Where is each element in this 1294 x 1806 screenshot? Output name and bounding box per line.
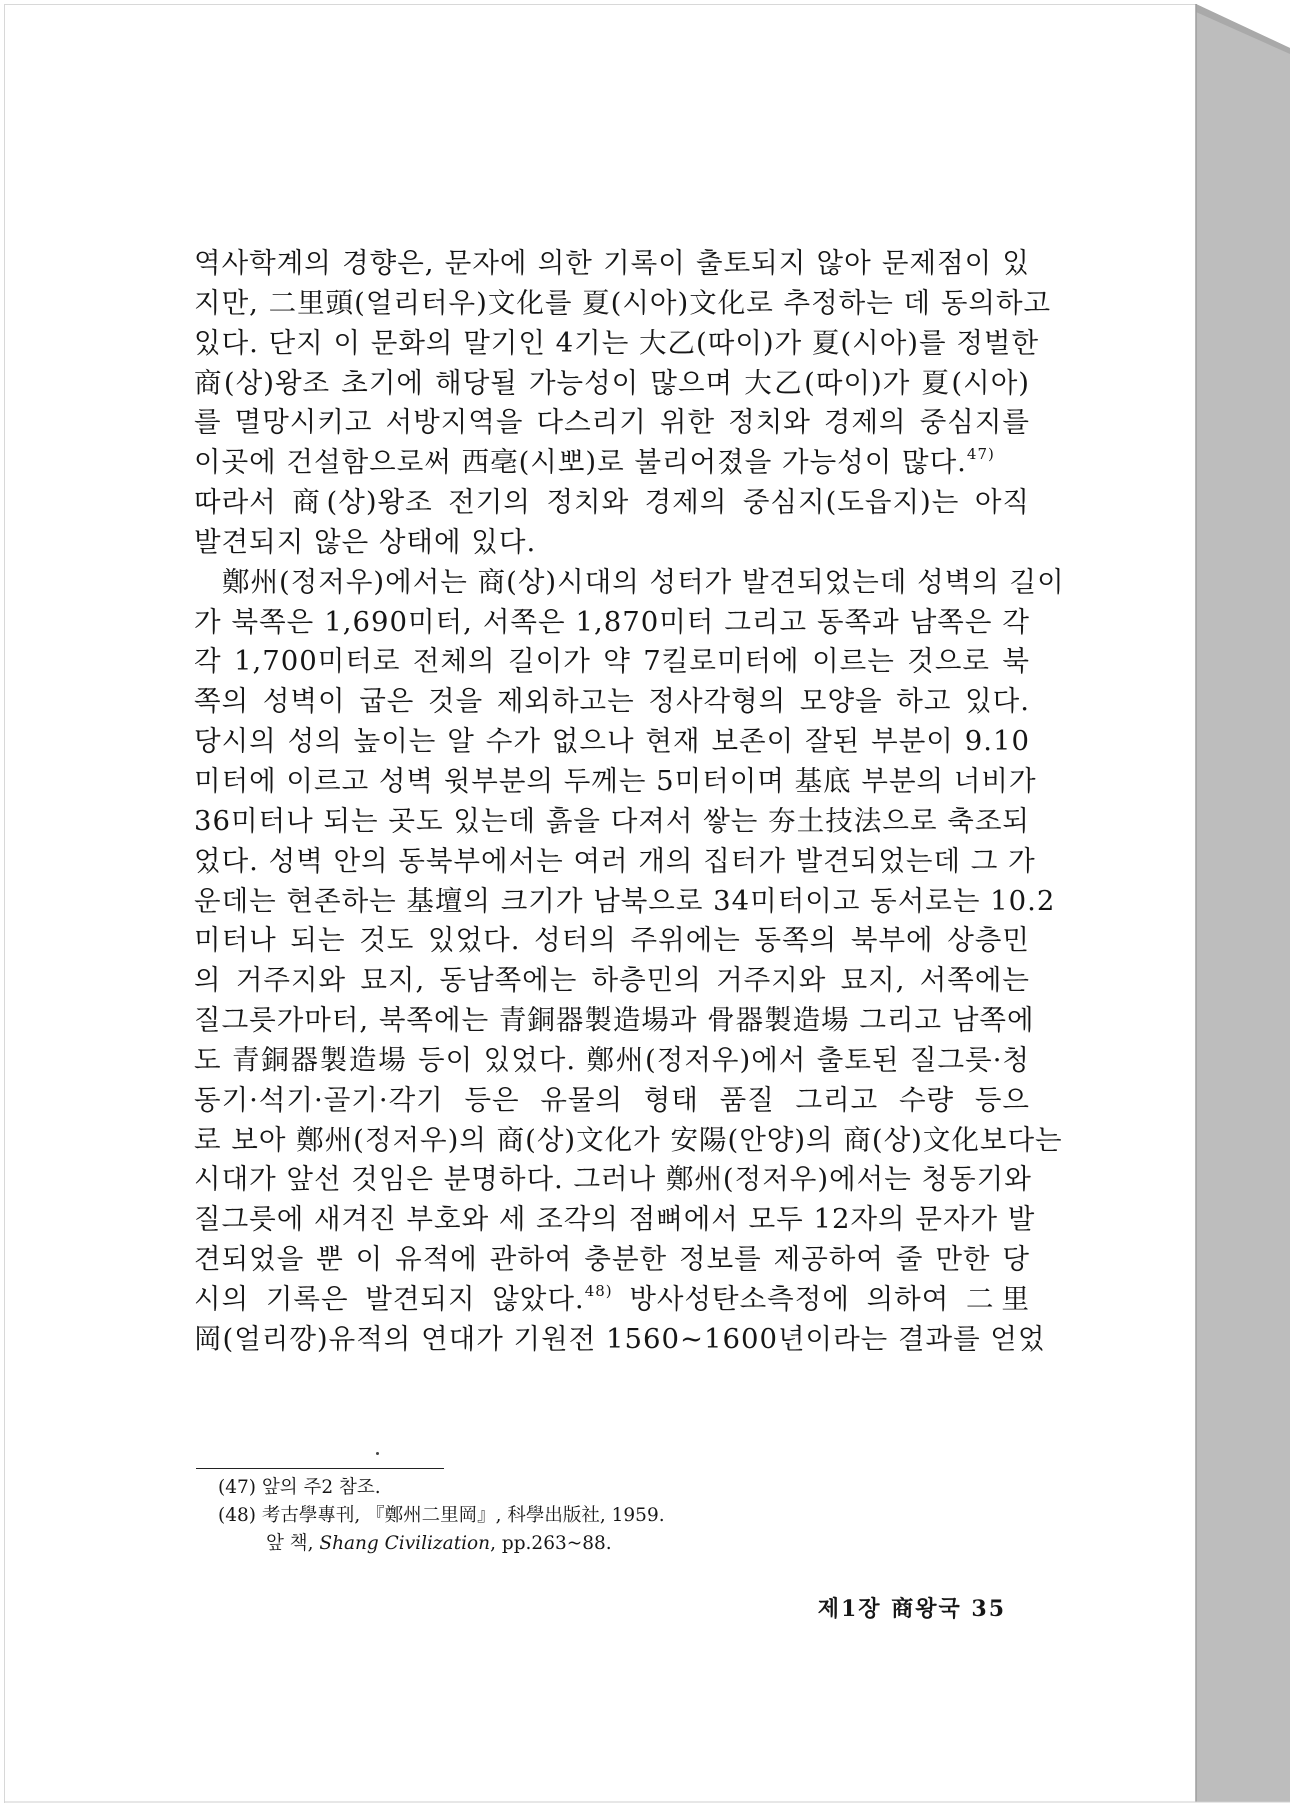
body-line: 있다. 단지 이 문화의 말기인 4기는 大乙(따이)가 夏(시아)를 정벌한 xyxy=(194,326,1040,359)
body-line: 동기·석기·골기·각기 등은 유물의 형태 품질 그리고 수량 등으 xyxy=(194,1083,1030,1116)
running-footer-page-number: 제1장 商왕국 35 xyxy=(817,1596,1006,1622)
footnote-47: (47) 앞의 주2 참조. xyxy=(218,1477,381,1498)
body-line: 岡(얼리깡)유적의 연대가 기원전 1560~1600년이라는 결과를 얻었 xyxy=(194,1322,1046,1355)
footnote-ref-47: 47) xyxy=(966,445,995,464)
body-line: 가 북쪽은 1,690미터, 서쪽은 1,870미터 그리고 동쪽과 남쪽은 각 xyxy=(194,605,1030,638)
body-line: 의 거주지와 묘지, 동남쪽에는 하층민의 거주지와 묘지, 서쪽에는 xyxy=(194,964,1030,997)
body-line xyxy=(194,1280,1030,1320)
book-side-top xyxy=(1196,4,1290,54)
body-line: 각 1,700미터로 전체의 길이가 약 7킬로미터에 이르는 것으로 북 xyxy=(194,645,1030,678)
body-line: 商(상)왕조 초기에 해당될 가능성이 많으며 大乙(따이)가 夏(시아) xyxy=(194,366,1030,399)
body-line-text: 이곳에 건설함으로써 西亳(시뽀)로 불리어졌을 가능성이 많다. xyxy=(194,446,967,479)
footnote-48: (48) 考古學專刊, 『鄭州二里岡』, 科學出版社, 1959. xyxy=(218,1505,665,1526)
body-line: 쪽의 성벽이 굽은 것을 제외하고는 정사각형의 모양을 하고 있다. xyxy=(194,685,1030,718)
footnote-ref-48: 48) xyxy=(584,1281,613,1300)
body-line: 질그릇가마터, 북쪽에는 青銅器製造場과 骨器製造場 그리고 남쪽에 xyxy=(194,1004,1035,1037)
fn-prefix: 앞 책, xyxy=(266,1533,320,1554)
body-line: 로 보아 鄭州(정저우)의 商(상)文化가 安陽(안양)의 商(상)文化보다는 xyxy=(194,1123,1063,1156)
body-line-text: 방사성탄소측정에 의하여 二里 xyxy=(612,1282,1030,1315)
body-line: 었다. 성벽 안의 동북부에서는 여러 개의 집터가 발견되었는데 그 가 xyxy=(194,844,1036,877)
body-line: 발견되지 않은 상태에 있다. xyxy=(194,525,537,558)
fn-suffix: , pp.263~88. xyxy=(490,1533,612,1554)
body-line: 역사학계의 경향은, 문자에 의한 기록이 출토되지 않아 문제점이 있 xyxy=(194,247,1030,279)
body-line: 따라서 商(상)왕조 전기의 정치와 경제의 중심지(도읍지)는 아직 xyxy=(194,486,1030,519)
body-line: 를 멸망시키고 서방지역을 다스리기 위한 정치와 경제의 중심지를 xyxy=(194,406,1030,439)
body-line: 미터나 되는 것도 있었다. 성터의 주위에는 동쪽의 북부에 상층민 xyxy=(194,924,1030,957)
body-line: 36미터나 되는 곳도 있는데 흙을 다져서 쌓는 夯土技法으로 축조되 xyxy=(194,804,1030,837)
body-line: 운데는 현존하는 基壇의 크기가 남북으로 34미터이고 동서로는 10.2 xyxy=(194,884,1056,917)
body-line: 당시의 성의 높이는 알 수가 없으나 현재 보존이 잘된 부분이 9.10 xyxy=(194,725,1030,758)
fn-book-title: Shang Civilization xyxy=(319,1533,491,1554)
body-line: 견되었을 뿐 이 유적에 관하여 충분한 정보를 제공하여 줄 만한 당 xyxy=(194,1243,1030,1276)
footnotes xyxy=(218,1474,978,1558)
body-line: 미터에 이르고 성벽 윗부분의 두께는 5미터이며 基底 부분의 너비가 xyxy=(194,764,1037,797)
body-line: 지만, 二里頭(얼리터우)文化를 夏(시아)文化로 추정하는 데 동의하고 xyxy=(194,286,1052,319)
body-line: 도 青銅器製造場 등이 있었다. 鄭州(정저우)에서 출토된 질그릇·청 xyxy=(194,1043,1030,1076)
body-line: 질그릇에 새겨진 부호와 세 조각의 점뼈에서 모두 12자의 문자가 발 xyxy=(194,1203,1036,1236)
body-line-text: 시의 기록은 발견되지 않았다. xyxy=(194,1282,585,1315)
footnote-48-continuation xyxy=(218,1530,978,1558)
body-text xyxy=(194,244,1065,1360)
book-side-face xyxy=(1196,4,1290,1802)
paragraph-start-line: 鄭州(정저우)에서는 商(상)시대의 성터가 발견되었는데 성벽의 길이 xyxy=(222,565,1065,598)
body-line: 시대가 앞선 것임은 분명하다. 그러나 鄭州(정저우)에서는 청동기와 xyxy=(194,1163,1032,1196)
body-line xyxy=(194,443,1030,483)
footnote-divider xyxy=(196,1468,444,1469)
stray-dot xyxy=(376,1452,379,1455)
